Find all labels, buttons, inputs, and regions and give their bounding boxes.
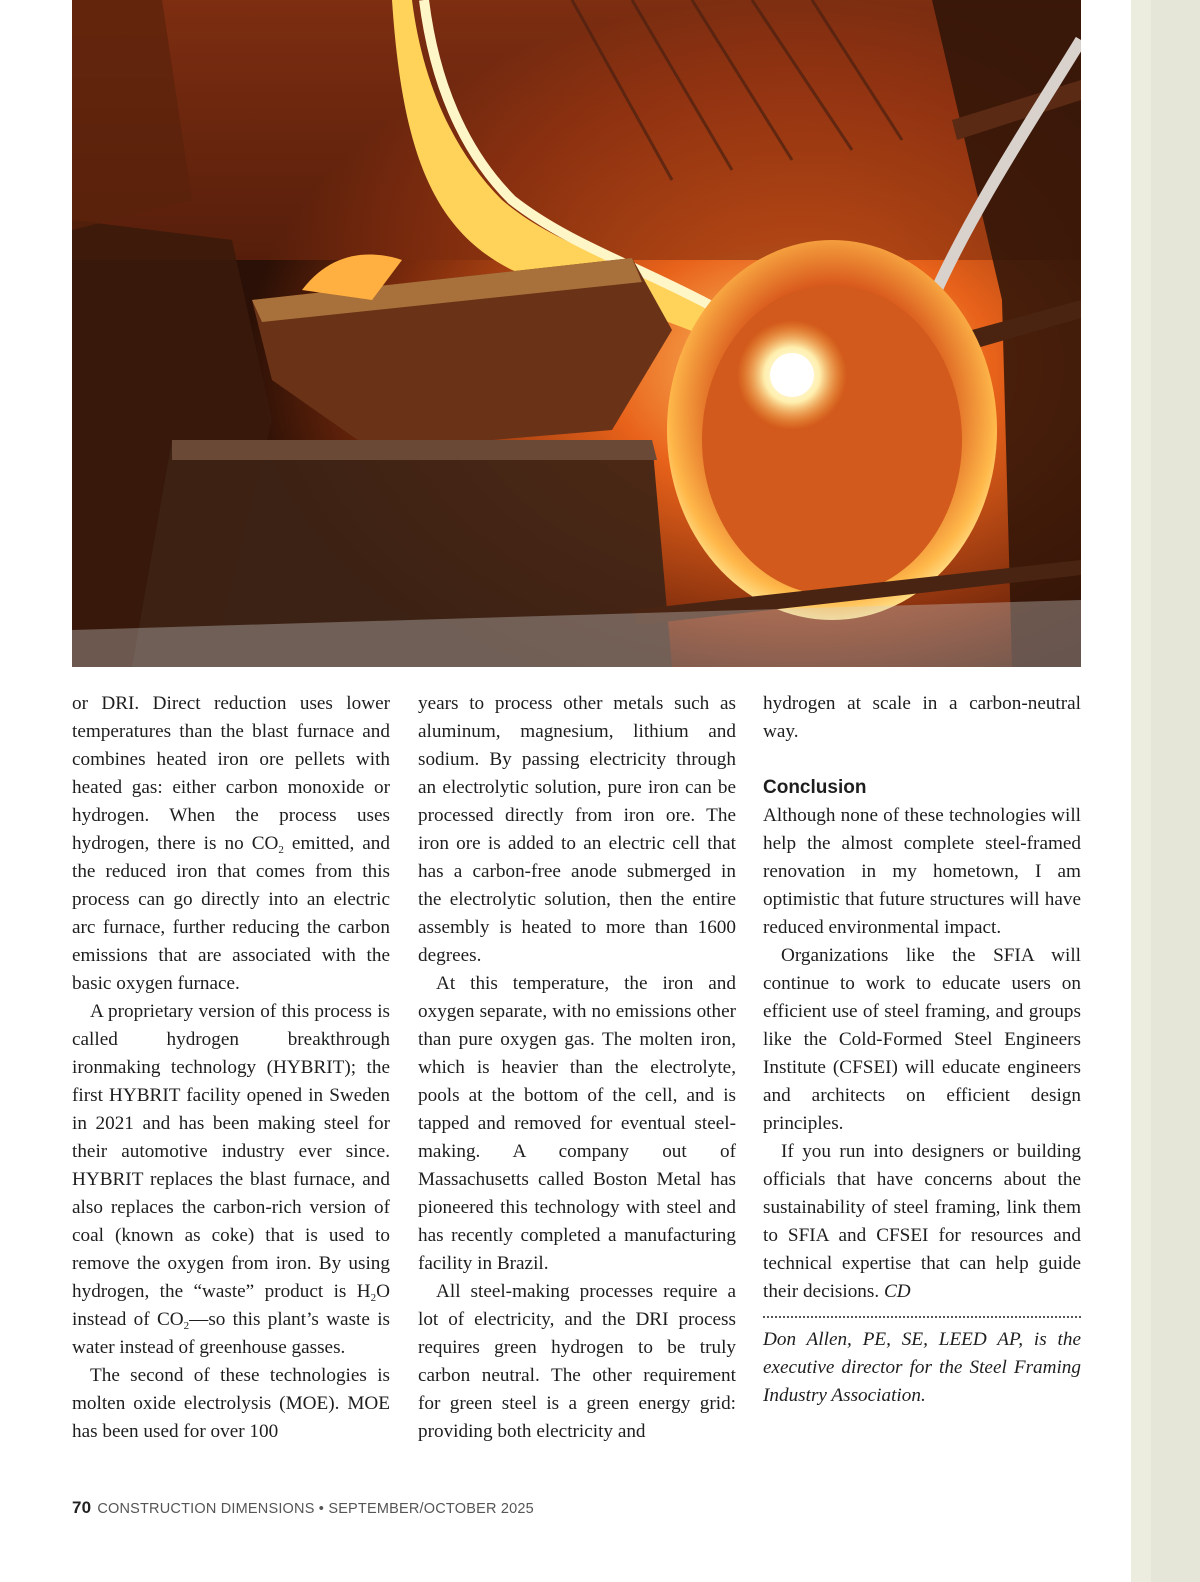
paragraph: All steel-making processes require a lot of electricity, and the DRI process requires green hydrogen to be truly carbon neutral. The other requirement for green steel is a green energy grid: providing both electricity and <box>418 1281 736 1442</box>
paragraph: Although none of these technologies will help the almost complete steel-framed renovation in my hometown, I am optimistic that future structures will have reduced environmental impact. <box>763 805 1081 938</box>
page-number: 70 <box>72 1498 92 1517</box>
paragraph: At this temperature, the iron and oxygen separate, with no emissions other than pure oxygen gas. The molten iron, which is heavier than the electrolyte, pools at the bottom of the cell, and is tapped and removed for eventual steel-making. A company out of Massachusetts called Boston Metal has pioneered this technology with steel and has recently completed a manufacturing facility in Brazil. <box>418 973 736 1274</box>
paragraph: The second of these technologies is molten oxide electrolysis (MOE). MOE has been used for over 100 <box>72 1365 390 1442</box>
page-edge-strip <box>1131 0 1200 1582</box>
molten-iron-pour-photo <box>72 0 1081 667</box>
section-heading: Conclusion <box>763 777 867 798</box>
publication-info: CONSTRUCTION DIMENSIONS • SEPTEMBER/OCTOBER 2025 <box>97 1501 534 1517</box>
paragraph: years to process other metals such as aluminum, magnesium, lithium and sodium. By passing electricity through an electrolytic solution, pure iron can be processed directly from iron ore. The iron ore is added to an electric cell that has a carbon-free anode submerged in the electrolytic solution, then the entire assembly is heated to more than 1600 degrees. <box>418 693 736 966</box>
text-column-3 <box>763 690 1081 1410</box>
text-column-1 <box>72 690 390 1446</box>
dotted-divider <box>763 1316 1081 1318</box>
page-footer <box>72 1498 534 1518</box>
paragraph: hydrogen at scale in a carbon-neutral way. <box>763 693 1081 742</box>
paragraph: If you run into designers or building officials that have concerns about the sustainability of steel framing, link them to SFIA and CFSEI for resources and technical expertise that can help guide their decisions. CD <box>763 1141 1081 1302</box>
paragraph: A proprietary version of this process is called hydrogen breakthrough ironmaking technology (HYBRIT); the first HYBRIT facility opened in Sweden in 2021 and has been making steel for their automotive industry ever since. HYBRIT replaces the blast furnace, and also replaces the carbon-rich version of coal (known as coke) that is used to remove the oxygen from iron. By using hydrogen, the “waste” product is $H_2O$ instead of $CO_2—so$ this plant’s waste is water instead of greenhouse gasses. <box>72 1001 390 1358</box>
text-column-2 <box>418 690 736 1446</box>
sign-off: CD <box>883 1281 911 1302</box>
paragraph: Organizations like the SFIA will continue to work to educate users on efficient use of steel framing, and groups like the Cold-Formed Steel Engineers Institute (CFSEI) will educate engineers and architects on efficient design principles. <box>763 945 1081 1134</box>
author-bio: Don Allen, PE, SE, LEED AP, is the executive director for the Steel Framing Industry Association. <box>763 1329 1081 1406</box>
paragraph: or DRI. Direct reduction uses lower temperatures than the blast furnace and combines heated iron ore pellets with heated gas: either carbon monoxide or hydrogen. When the process uses hydrogen, there is no $CO_2$ emitted, and the reduced iron that comes from this process can go directly into an electric arc furnace, further reducing the carbon emissions that are associated with the basic oxygen furnace. <box>72 693 390 994</box>
